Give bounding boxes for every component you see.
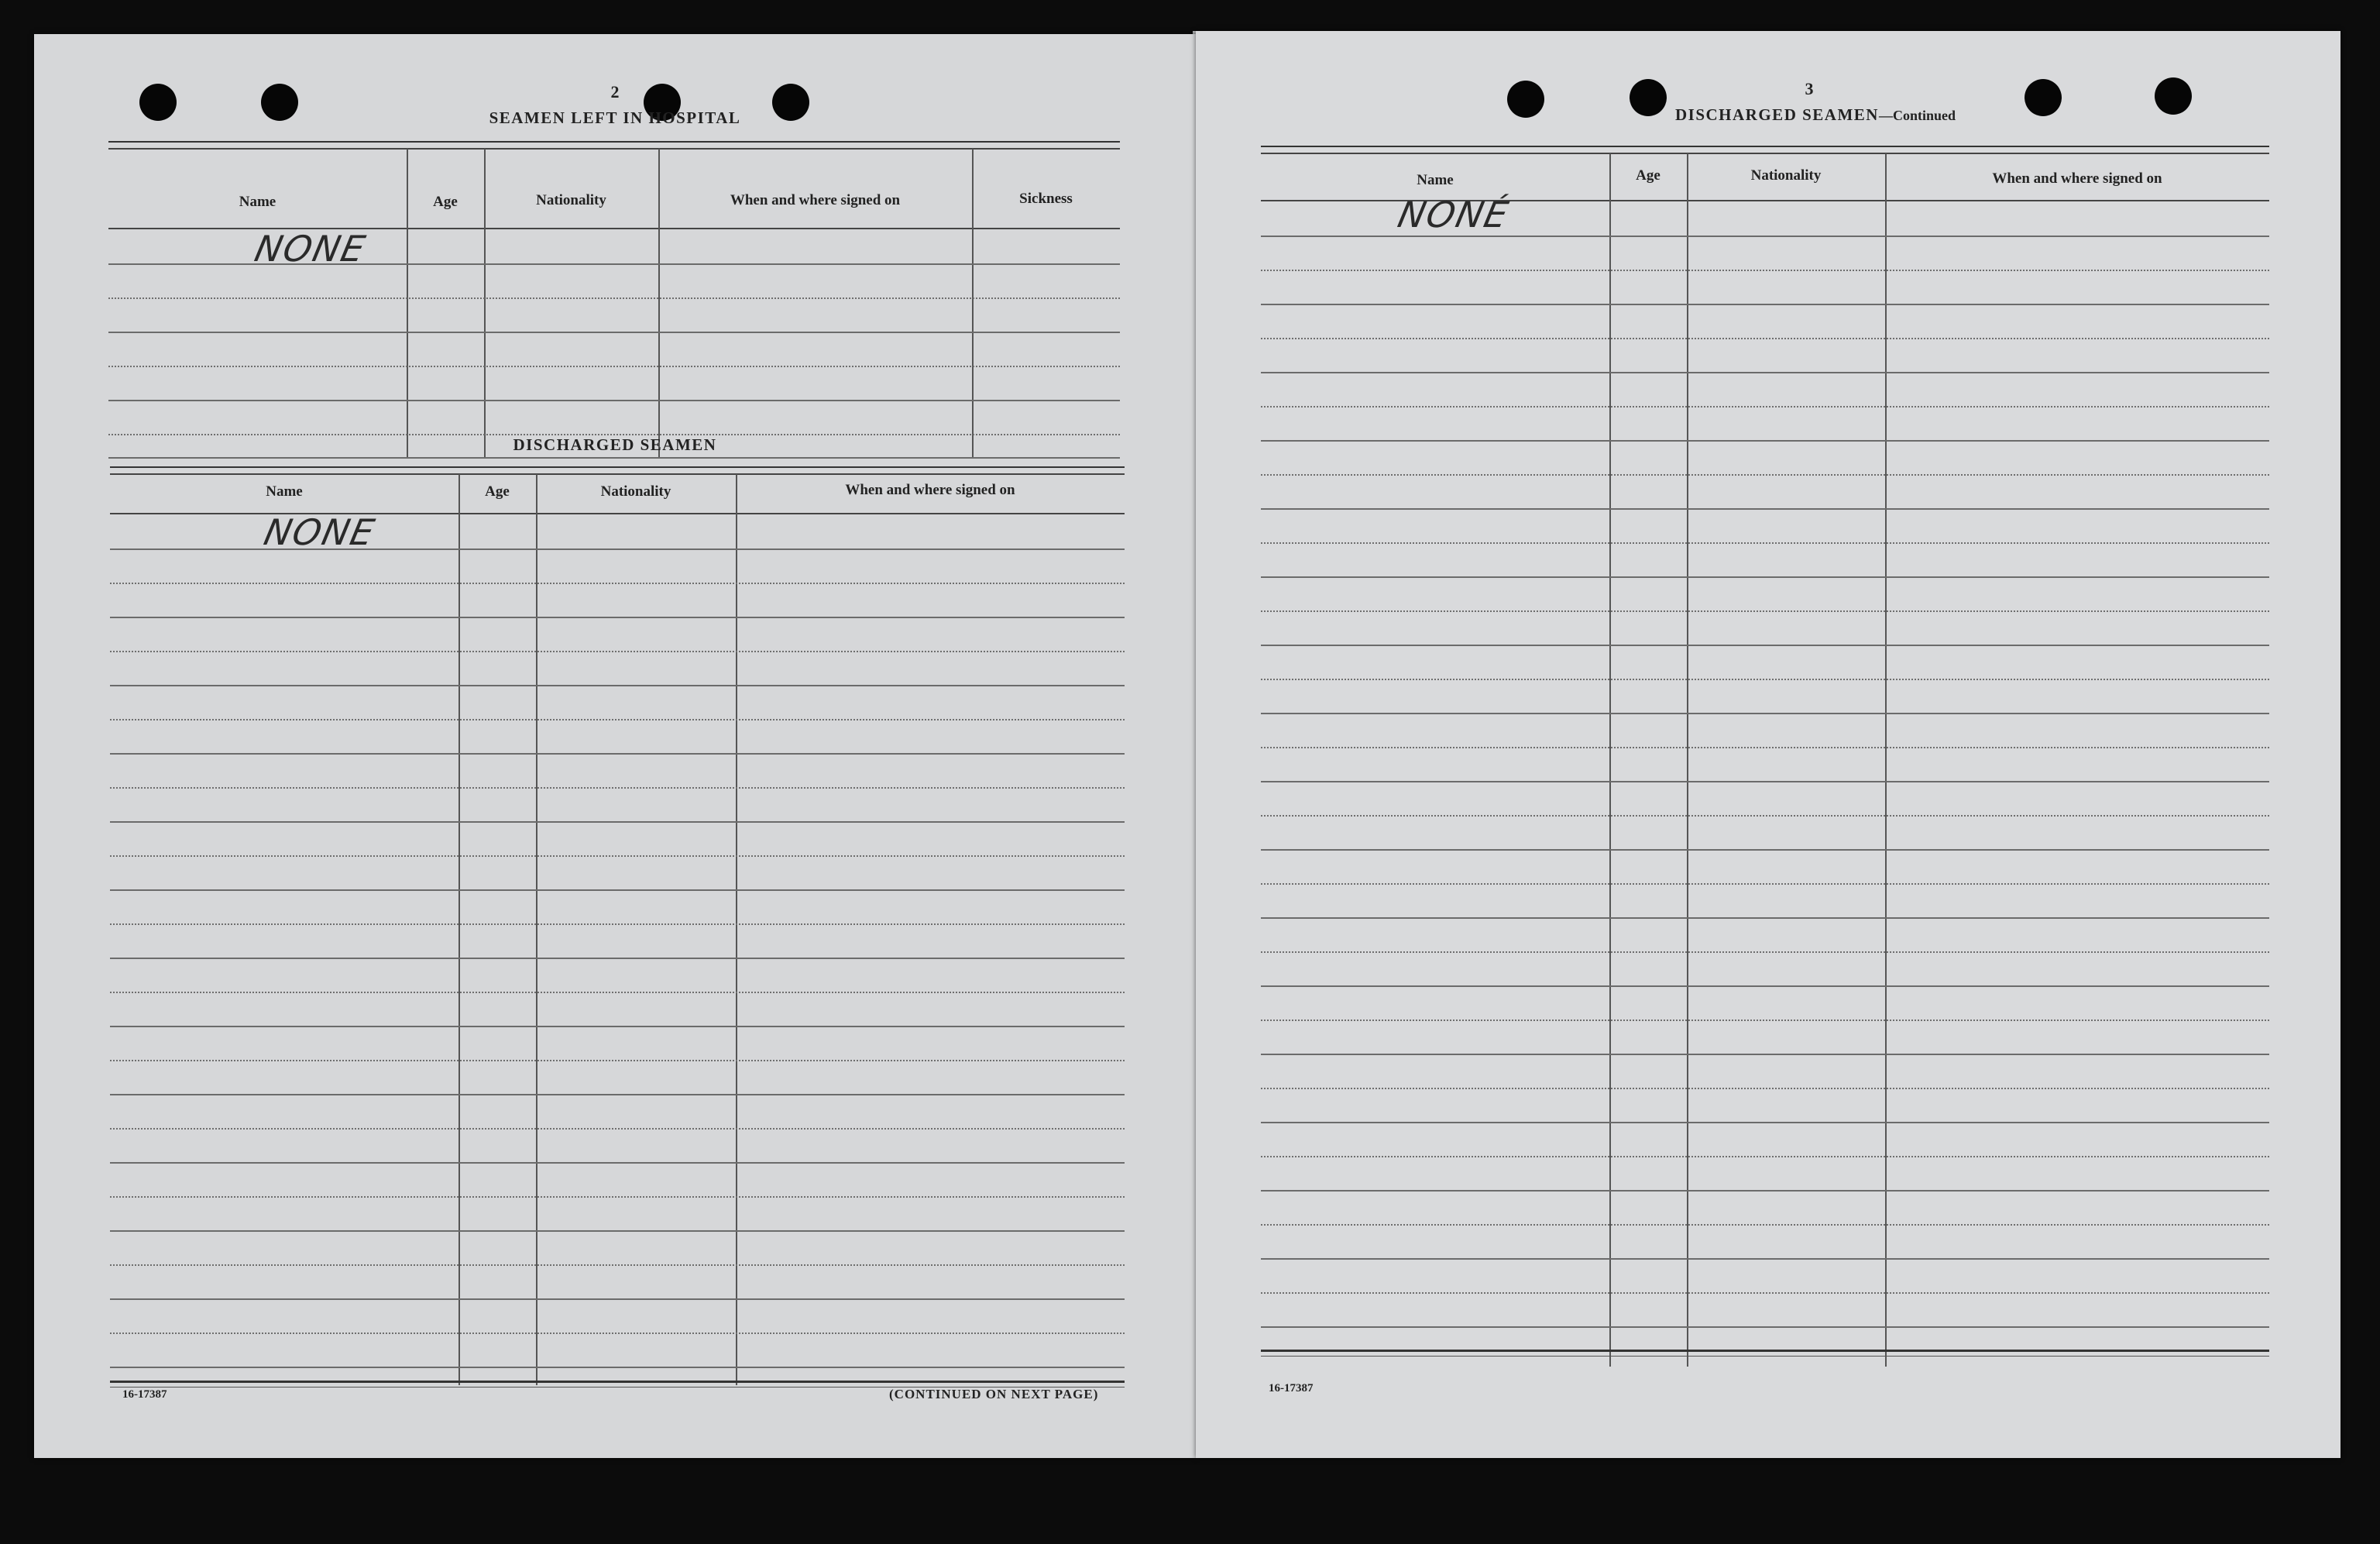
row-line <box>1261 985 2269 987</box>
continued-table <box>1261 146 2269 1416</box>
handwritten-entry: NONE <box>260 511 379 553</box>
row-line <box>1261 747 2269 748</box>
col-header-nationality: Nationality <box>536 192 606 208</box>
row-line <box>110 1333 1125 1334</box>
row-line <box>1261 917 2269 919</box>
row-line <box>108 457 1120 459</box>
row-line <box>1261 883 2269 885</box>
row-line <box>110 1060 1125 1061</box>
row-line <box>110 1230 1125 1232</box>
section-title-main: DISCHARGED SEAMEN <box>1675 105 1879 124</box>
row-line <box>1261 1190 2269 1192</box>
column-divider <box>1687 153 1688 1367</box>
hospital-table <box>108 141 1120 460</box>
col-header-signed-on: When and where signed on <box>845 482 1015 498</box>
row-line <box>108 297 1120 299</box>
row-line <box>110 583 1125 584</box>
col-header-sickness: Sickness <box>1019 191 1073 207</box>
col-header-name: Name <box>239 194 276 210</box>
col-header-nationality: Nationality <box>1750 167 1822 184</box>
row-line <box>1261 951 2269 953</box>
col-header-signed-on: When and where signed on <box>730 192 901 208</box>
row-line <box>110 685 1125 686</box>
row-line <box>110 548 1125 550</box>
header-row <box>108 141 1120 226</box>
col-header-name: Name <box>1417 172 1454 188</box>
row-line <box>1261 1258 2269 1260</box>
row-line <box>110 1298 1125 1300</box>
row-line <box>1261 1088 2269 1089</box>
row-line <box>110 1094 1125 1095</box>
row-line <box>1261 1020 2269 1021</box>
continued-note: (CONTINUED ON NEXT PAGE) <box>889 1387 1099 1401</box>
page-number: 3 <box>1805 79 1814 98</box>
row-line <box>1261 576 2269 578</box>
row-line <box>1261 304 2269 305</box>
discharged-section-title: DISCHARGED SEAMEN <box>513 435 717 454</box>
form-number: 16-17387 <box>1269 1382 1314 1394</box>
row-line <box>1261 679 2269 680</box>
row-line <box>110 923 1125 925</box>
handwritten-entry: NONÉ <box>1394 194 1513 236</box>
discharged-continued-title <box>1583 105 2048 125</box>
row-line <box>110 1367 1125 1368</box>
discharged-table <box>110 466 1125 1416</box>
row-line <box>1261 474 2269 476</box>
column-divider <box>658 149 660 457</box>
row-line <box>110 787 1125 789</box>
row-line <box>1261 849 2269 851</box>
row-line <box>110 1196 1125 1198</box>
row-line <box>108 332 1120 333</box>
column-divider <box>458 474 460 1385</box>
row-line <box>1261 542 2269 544</box>
row-line <box>1261 713 2269 714</box>
row-line <box>1261 1054 2269 1055</box>
row-line <box>1261 338 2269 339</box>
column-divider <box>407 149 408 457</box>
col-header-name: Name <box>266 483 303 500</box>
bottom-rule <box>1261 1350 2269 1357</box>
row-line <box>108 366 1120 367</box>
row-line <box>1261 406 2269 407</box>
punch-hole <box>261 84 298 121</box>
column-divider <box>536 474 537 1385</box>
row-line <box>1261 610 2269 612</box>
row-line <box>1261 645 2269 646</box>
row-line <box>110 651 1125 652</box>
row-line <box>1261 270 2269 271</box>
col-header-age: Age <box>433 194 458 210</box>
row-line <box>110 992 1125 993</box>
row-line <box>1261 781 2269 782</box>
col-header-signed-on: When and where signed on <box>1992 170 2162 187</box>
form-number: 16-17387 <box>122 1388 167 1401</box>
row-line <box>1261 440 2269 442</box>
row-line <box>110 855 1125 857</box>
punch-hole <box>2155 77 2192 115</box>
row-line <box>1261 815 2269 817</box>
row-line <box>1261 1326 2269 1328</box>
row-line <box>110 958 1125 959</box>
section-title-suffix: —Continued <box>1878 108 1956 123</box>
right-page <box>1196 31 2341 1458</box>
left-page <box>34 34 1196 1458</box>
row-line <box>1261 1224 2269 1226</box>
hospital-section-title: SEAMEN LEFT IN HOSPITAL <box>489 108 741 127</box>
handwritten-entry: NONE <box>251 228 370 270</box>
column-divider <box>1609 153 1611 1367</box>
row-line <box>110 889 1125 891</box>
col-header-nationality: Nationality <box>600 483 671 500</box>
column-divider <box>972 149 974 457</box>
page-number: 2 <box>610 82 620 101</box>
row-line <box>1261 372 2269 373</box>
column-divider <box>1885 153 1887 1367</box>
row-line <box>110 1026 1125 1027</box>
row-line <box>110 719 1125 720</box>
row-line <box>108 400 1120 401</box>
row-line <box>1261 236 2269 237</box>
row-line <box>110 1264 1125 1266</box>
row-line <box>1261 508 2269 510</box>
col-header-age: Age <box>485 483 510 500</box>
row-line <box>1261 1122 2269 1123</box>
header-rule <box>110 513 1125 514</box>
row-line <box>110 1162 1125 1164</box>
header-row <box>1261 146 2269 200</box>
row-line <box>110 1128 1125 1130</box>
column-divider <box>484 149 486 457</box>
header-row <box>110 466 1125 513</box>
row-line <box>110 821 1125 823</box>
punch-hole <box>139 84 177 121</box>
row-line <box>1261 1292 2269 1294</box>
row-line <box>110 617 1125 618</box>
row-line <box>1261 1156 2269 1157</box>
row-line <box>110 753 1125 755</box>
column-divider <box>736 474 737 1385</box>
punch-hole <box>1507 81 1544 118</box>
col-header-age: Age <box>1636 167 1661 184</box>
